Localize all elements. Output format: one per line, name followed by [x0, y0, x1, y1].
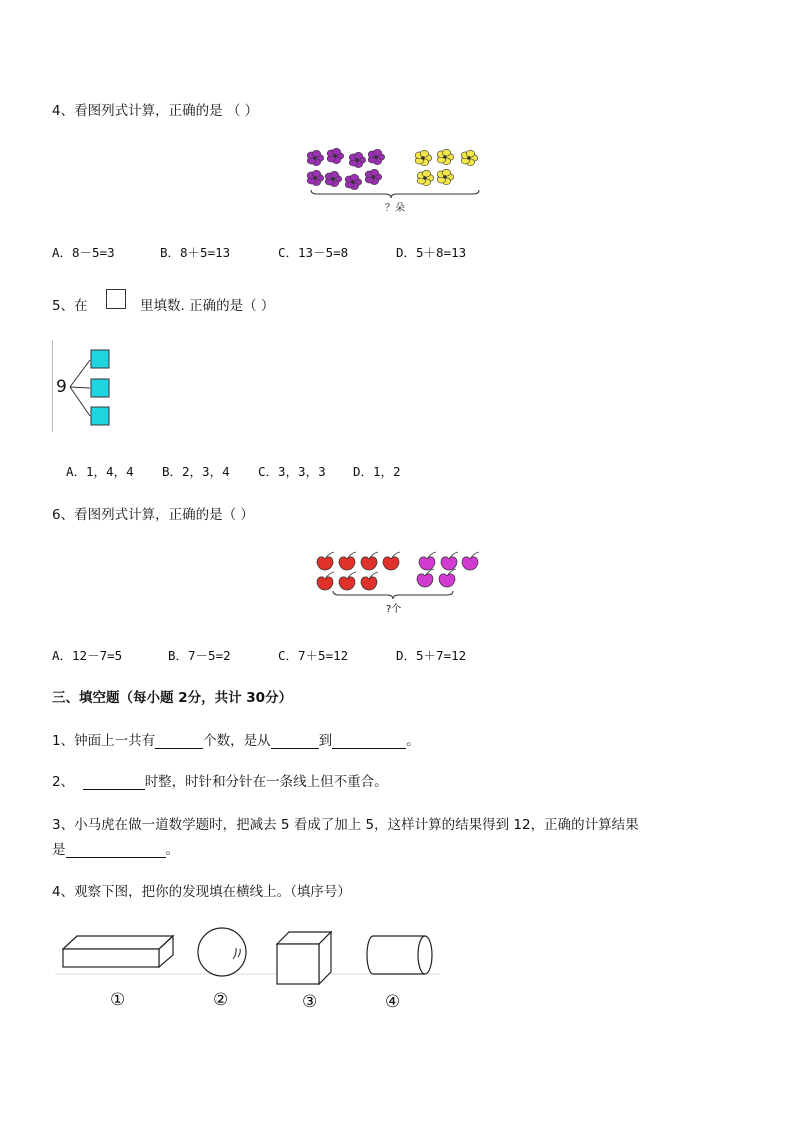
q5-diagram: [52, 340, 115, 432]
section-title: 三、填空题（每小题 2分，共计 30分）: [52, 690, 293, 706]
flower-icon: [368, 149, 385, 164]
q5-option-d[interactable]: D．1，2: [353, 464, 401, 479]
q6-option-b[interactable]: B．7－5=2: [168, 648, 231, 663]
flower-icon: [327, 148, 344, 163]
fill3-line2: [52, 838, 179, 858]
flower-icon: [349, 152, 366, 167]
fill1-text-b: 个数，是从: [203, 733, 271, 749]
fill2-blank[interactable]: [83, 775, 145, 790]
q5-box-top[interactable]: [91, 350, 109, 368]
q4-option-a[interactable]: A．8－5=3: [52, 245, 115, 260]
flower-icon: [461, 150, 478, 165]
fill1-text-d: 。: [406, 733, 420, 749]
flower-icon: [415, 150, 432, 165]
q5-option-a[interactable]: A．1，4，4: [66, 464, 134, 479]
q5-text-a: 5、在: [52, 298, 88, 314]
q6-brace-label: ?个: [386, 604, 402, 615]
fill2-text-b: 时整，时针和分针在一条线上但不重合。: [144, 774, 388, 790]
shape-label-3: ③: [302, 992, 318, 1012]
fruit-icon: [462, 552, 479, 570]
fruit-icon: [417, 569, 434, 587]
q5-box-middle[interactable]: [91, 379, 109, 397]
flower-icon: [365, 169, 382, 184]
fill1-blank-2[interactable]: [271, 734, 319, 749]
fill2: [52, 770, 388, 790]
flower-icon: [417, 170, 434, 185]
fill1-blank-3[interactable]: [332, 734, 406, 749]
fill1-blank-1[interactable]: [155, 734, 203, 749]
flower-icon: [437, 169, 454, 184]
q4-option-d[interactable]: D．5＋8=13: [396, 245, 467, 260]
q6-option-c[interactable]: C．7＋5=12: [278, 648, 349, 663]
flower-icon: [307, 170, 324, 185]
q6-fruit-picture: [315, 551, 485, 603]
fill1-text-a: 1、钟面上一共有: [52, 733, 156, 749]
fill3-text: 是: [52, 842, 66, 858]
q6-text: 6、看图列式计算，正确的是（ ）: [52, 507, 254, 523]
fruit-icon: [439, 569, 456, 587]
q4-brace-label: ？朵: [385, 203, 405, 214]
q5-box-bottom[interactable]: [91, 407, 109, 425]
fill3-line1: 3、小马虎在做一道数学题时，把减去 5 看成了加上 5，这样计算的结果得到 12，正确的计算结果: [52, 817, 639, 833]
q4-text: 4、看图列式计算，正确的是 （ ）: [52, 103, 259, 119]
cuboid-shape: [63, 936, 173, 967]
fill4-text: 4、观察下图，把你的发现填在横线上。（填序号）: [52, 884, 351, 900]
q4-option-c[interactable]: C．13－5=8: [278, 245, 349, 260]
shape-label-4: ④: [385, 992, 401, 1012]
fruit-icon: [339, 552, 356, 570]
fruit-icon: [441, 552, 458, 570]
q5-text-b: 里填数. 正确的是（ ）: [140, 298, 275, 314]
cube-shape: [277, 932, 331, 984]
fruit-icon: [419, 552, 436, 570]
flower-icon: [307, 150, 324, 165]
fruit-icon: [383, 552, 400, 570]
fill1-text-c: 到: [318, 733, 333, 749]
cylinder-shape: [367, 936, 432, 974]
q6-option-a[interactable]: A．12－7=5: [52, 648, 123, 663]
fill2-text-a: 2、: [52, 774, 75, 790]
shape-label-1: ①: [110, 990, 126, 1010]
fill3-blank[interactable]: [66, 843, 166, 858]
shape-label-2: ②: [213, 990, 229, 1010]
flower-icon: [325, 171, 342, 186]
sphere-shape: [198, 928, 246, 976]
q5-box-icon: [106, 289, 126, 309]
flower-icon: [437, 149, 454, 164]
fruit-icon: [361, 572, 378, 590]
fruit-icon: [361, 552, 378, 570]
fruit-icon: [317, 572, 334, 590]
fruit-icon: [339, 572, 356, 590]
q5-diagram-number: 9: [56, 377, 67, 397]
q6-option-d[interactable]: D．5＋7=12: [396, 648, 467, 663]
flower-icon: [345, 174, 362, 189]
q5-option-c[interactable]: C．3，3，3: [258, 464, 326, 479]
fill1: [52, 729, 420, 749]
fill3-end: 。: [165, 842, 179, 858]
q5-option-b[interactable]: B．2，3，4: [162, 464, 230, 479]
fruit-icon: [317, 552, 334, 570]
q4-option-b[interactable]: B．8＋5=13: [160, 245, 231, 260]
